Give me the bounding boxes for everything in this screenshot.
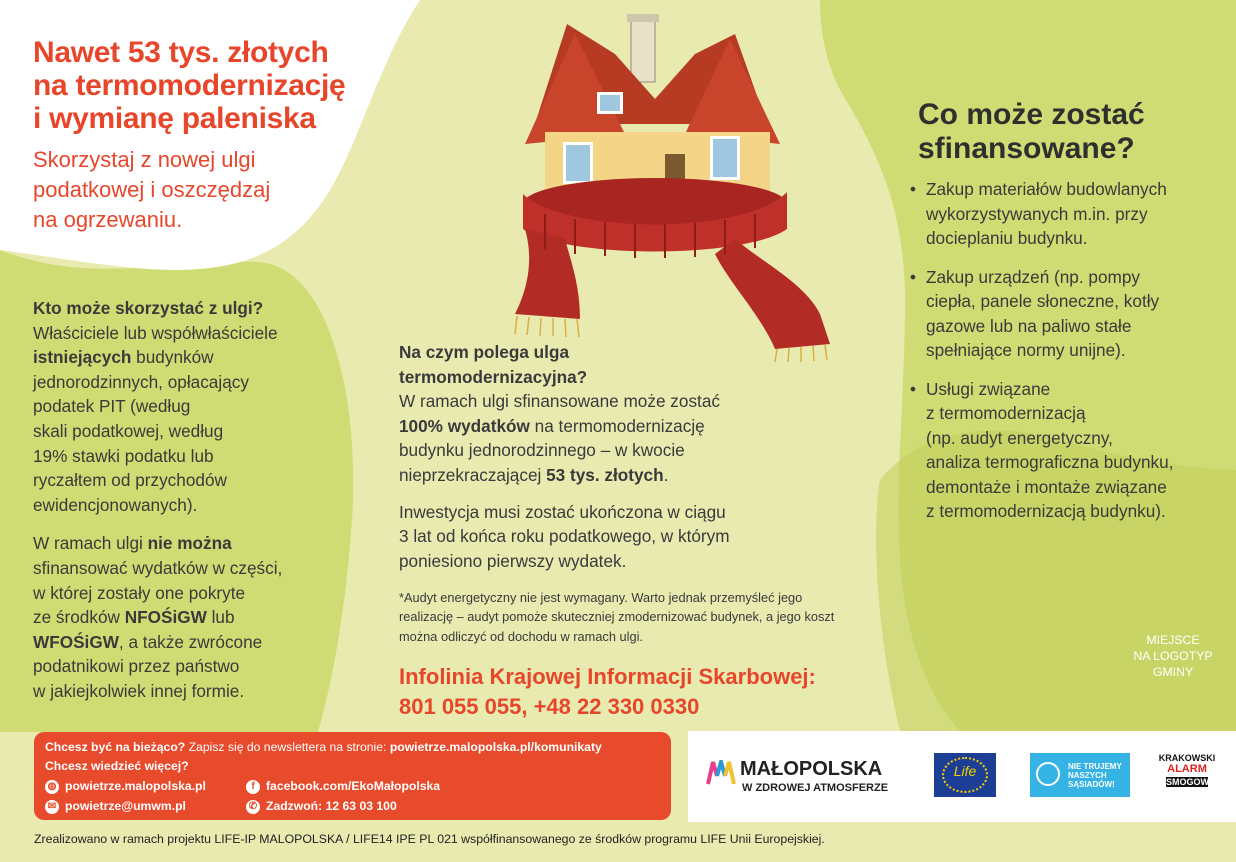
middle-text-part: . <box>663 464 669 485</box>
no-smoke-icon <box>1036 762 1060 786</box>
main-title <box>33 36 345 135</box>
middle-text: Inwestycja musi zostać ukończona w ciągu <box>399 501 726 522</box>
not-text: sfinansować wydatków w części, <box>33 557 283 578</box>
not-text-part: lub <box>206 607 235 628</box>
house-scarf-illustration <box>505 14 845 364</box>
main-title-line: Nawet 53 tys. złotych <box>33 36 329 69</box>
krakowski-line: KRAKOWSKI <box>1158 753 1216 763</box>
financed-item <box>910 377 1230 524</box>
nie-trujemy-logo <box>1030 753 1130 797</box>
middle-bold: 100% wydatków <box>399 415 530 436</box>
item-line: wykorzystywanych m.in. przy <box>926 203 1148 224</box>
who-text <box>33 345 333 370</box>
subtitle-line: Skorzystaj z nowej ulgi <box>33 147 256 172</box>
item-line: z termomodernizacją <box>926 403 1086 423</box>
who-bold: istniejących <box>33 347 132 368</box>
who-text: jednorodzinnych, opłacający <box>33 371 249 392</box>
item-line: gazowe lub na paliwo stałe <box>926 315 1132 336</box>
item-line: spełniające normy unijne). <box>926 340 1126 360</box>
malopolska-m-icon <box>706 760 736 786</box>
note-line: *Audyt energetyczny nie jest wymagany. Warto jednak przemyśleć jego <box>399 590 803 605</box>
malopolska-logo-text: MAŁOPOLSKA <box>740 758 883 780</box>
logos-strip <box>688 731 1236 822</box>
middle-text: budynku jednorodzinnego – w kwocie <box>399 440 685 461</box>
middle-bold: 53 tys. złotych <box>546 464 664 485</box>
not-text <box>33 630 333 655</box>
item-line: • Usługi związane <box>926 378 1051 399</box>
subtitle-line: podatkowej i oszczędzaj <box>33 177 271 202</box>
phone-link-text: Zadzwoń: 12 63 03 100 <box>266 799 397 813</box>
item-line: demontaże i montaże związane <box>926 476 1167 497</box>
krakowski-alarm-logo <box>1158 753 1216 799</box>
who-text: 19% stawki podatku lub <box>33 445 214 466</box>
item-line: docieplaniu budynku. <box>926 228 1088 248</box>
hotline-number[interactable]: 801 055 055, +48 22 330 0330 <box>399 694 700 719</box>
main-title-line: i wymianę paleniska <box>33 102 316 135</box>
not-text: w jakiejkolwiek innej formie. <box>33 680 245 701</box>
web-link-text: powietrze.malopolska.pl <box>65 779 206 793</box>
financed-item <box>910 177 1230 251</box>
not-text-part: W ramach ulgi <box>33 533 148 554</box>
not-bold: nie można <box>147 533 232 554</box>
who-text: Właściciele lub współwłaściciele <box>33 322 278 343</box>
nie-trujemy-line: SĄSIADÓW! <box>1068 780 1115 789</box>
hotline <box>399 662 816 722</box>
subtitle-line: na ogrzewaniu. <box>33 207 183 232</box>
logo-placeholder-line: NA LOGOTYP <box>1133 649 1213 663</box>
newsletter-link[interactable]: powietrze.malopolska.pl/komunikaty <box>389 740 602 754</box>
item-line: (np. audyt energetyczny, <box>926 427 1113 448</box>
item-line: ciepła, panele słoneczne, kotły <box>926 291 1160 311</box>
facebook-icon: f <box>246 780 260 794</box>
not-bold: WFOŚiGW <box>33 631 119 652</box>
phone-link[interactable] <box>246 799 397 814</box>
who-text: skali podatkowej, według <box>33 420 224 441</box>
who-heading: Kto może skorzystać z ulgi? <box>33 298 264 318</box>
more-info-label: Chcesz wiedzieć więcej? <box>45 759 189 773</box>
facebook-link-text: facebook.com/EkoMałopolska <box>266 779 441 793</box>
who-text: podatek PIT (według <box>33 396 191 417</box>
middle-section <box>399 340 839 573</box>
middle-text: 3 lat od końca roku podatkowego, w którym <box>399 526 730 547</box>
who-section <box>33 296 333 704</box>
newsletter-bold: Chcesz być na bieżąco? <box>45 740 186 754</box>
nie-trujemy-line: NIE TRUJEMY <box>1068 762 1122 771</box>
who-text: ryczałtem od przychodów <box>33 470 227 491</box>
web-link[interactable] <box>45 779 206 794</box>
subtitle <box>33 145 270 235</box>
not-text-part: ze środków <box>33 607 125 628</box>
contact-box <box>34 732 671 820</box>
not-text-part: , a także zwrócone <box>118 631 263 652</box>
note-line: realizację – audyt pomoże skuteczniej zmodernizować budynek, a jego koszt <box>399 609 835 625</box>
main-title-line: na termomodernizację <box>33 69 346 102</box>
logo-placeholder-line: GMINY <box>1152 665 1194 679</box>
krakowski-line: SMOGOWY <box>1166 777 1215 787</box>
malopolska-logo-subtext: W ZDROWEJ ATMOSFERZE <box>742 782 889 794</box>
middle-text-part: nieprzekraczającej <box>399 464 547 485</box>
middle-text: W ramach ulgi sfinansowane może zostać <box>399 391 720 412</box>
phone-icon: ✆ <box>246 800 260 814</box>
hotline-label: Infolinia Krajowej Informacji Skarbowej: <box>399 664 816 689</box>
item-line: z termomodernizacją budynku). <box>926 501 1166 521</box>
not-text <box>33 605 333 630</box>
life-text: Life <box>953 763 977 779</box>
middle-text <box>399 463 839 488</box>
newsletter-line <box>45 740 602 754</box>
footer-text: Zrealizowano w ramach projektu LIFE-IP MALOPOLSKA / LIFE14 IPE PL 021 współfinansowanego ze środków programu LIFE Unii Europejskiej. <box>34 832 825 846</box>
newsletter-text: Zapisz się do newslettera na stronie: <box>185 740 390 754</box>
right-heading-line: sfinansowane? <box>918 132 1135 165</box>
audit-note <box>399 588 929 646</box>
right-heading-line: Co może zostać <box>918 98 1145 131</box>
krakowski-line: ALARM <box>1167 763 1207 775</box>
middle-text <box>399 414 839 439</box>
item-line: • Zakup materiałów budowlanych <box>926 179 1167 199</box>
not-bold: NFOŚiGW <box>124 607 207 628</box>
email-link-text: powietrze@umwm.pl <box>65 799 186 813</box>
email-link[interactable] <box>45 799 186 814</box>
not-text <box>33 531 333 556</box>
not-text: w której zostały one pokryte <box>33 582 246 603</box>
who-text-rest: budynków <box>131 347 214 368</box>
eu-life-logo <box>934 753 996 797</box>
globe-icon: ◍ <box>45 780 59 794</box>
not-text: podatnikowi przez państwo <box>33 656 240 677</box>
right-heading <box>918 98 1145 166</box>
middle-text: poniesiono pierwszy wydatek. <box>399 550 627 571</box>
nie-trujemy-line: NASZYCH <box>1068 771 1107 780</box>
middle-text-part: na termomodernizację <box>529 415 705 436</box>
middle-heading: termomodernizacyjna? <box>399 366 588 387</box>
financed-list <box>910 177 1230 538</box>
logo-placeholder <box>1115 632 1231 680</box>
item-line: • Zakup urządzeń (np. pompy <box>926 266 1141 287</box>
middle-heading: Na czym polega ulga <box>399 342 570 362</box>
eu-stars-icon <box>942 757 988 793</box>
financed-item <box>910 265 1230 363</box>
who-text: ewidencjonowanych). <box>33 494 198 515</box>
logo-placeholder-line: MIEJSCE <box>1146 633 1200 647</box>
note-line: można odliczyć od dochodu w ramach ulgi. <box>399 628 643 644</box>
mail-icon: ✉ <box>45 800 59 814</box>
item-line: analiza termograficzna budynku, <box>926 452 1174 472</box>
facebook-link[interactable] <box>246 779 440 794</box>
